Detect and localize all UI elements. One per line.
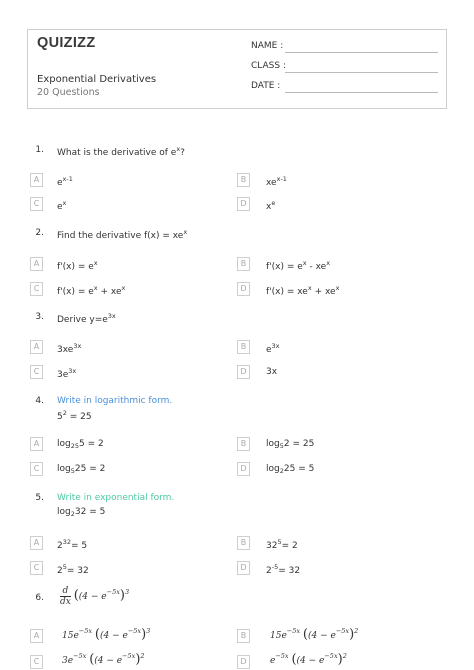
option-letter-b[interactable]: B [237,437,250,451]
option-letter-a[interactable]: A [30,629,43,643]
worksheet-title: Exponential Derivatives [37,74,157,85]
option-letter-c[interactable]: C [30,655,43,669]
question-number: 5. [35,493,44,503]
option-letter-a[interactable]: A [30,536,43,550]
option-letter-d[interactable]: D [237,365,250,379]
question-text: What is the derivative of $e^x$? [57,145,185,158]
answer-option[interactable]: $2^5= 32$ [57,563,89,576]
answer-option[interactable]: $e^x$ [57,199,67,212]
option-letter-a[interactable]: A [30,340,43,354]
option-letter-d[interactable]: D [237,462,250,476]
answer-option[interactable]: $2^{32}= 5$ [57,538,88,551]
answer-option[interactable]: $2^{-5}= 32$ [266,563,301,576]
date-field[interactable] [285,92,438,93]
answer-option[interactable]: $3e^{-5x}$ ($(4 - e^{-5x})^2$ [62,652,145,667]
answer-option[interactable]: $e^{x-1}$ [57,175,73,188]
answer-option[interactable]: $\log_{25}5 = 2$ [57,439,104,450]
class-label: CLASS : [251,61,286,71]
option-letter-c[interactable]: C [30,462,43,476]
question-count: 20 Questions [37,87,100,98]
answer-option[interactable]: $\log_52 = 25$ [266,439,315,450]
answer-option[interactable]: $f'(x) = e^x - xe^x$ [266,259,331,272]
option-letter-c[interactable]: C [30,282,43,296]
answer-option[interactable]: $3xe^{3x}$ [57,342,82,355]
answer-option[interactable]: $x^e$ [266,199,276,212]
answer-option[interactable]: $e^{-5x}$ ($(4 - e^{-5x})^2$ [270,652,347,667]
answer-option[interactable]: 3x [266,367,278,377]
date-label: DATE : [251,81,281,91]
question-number: 1. [35,145,44,155]
answer-option[interactable]: $15e^{-5x}$ ($(4 - e^{-5x})^2$ [270,627,359,642]
name-field[interactable] [285,52,438,53]
option-letter-b[interactable]: B [237,257,250,271]
answer-option[interactable]: $\log_225 = 5$ [266,464,315,475]
option-letter-c[interactable]: C [30,365,43,379]
question-text: Write in exponential form. [57,493,175,503]
question-expression: $\log_232 = 5$ [57,507,106,518]
answer-option[interactable]: $15e^{-5x}$ ($(4 - e^{-5x})^3$ [62,627,151,642]
question-expression: $5^2 = 25$ [57,409,92,422]
option-letter-b[interactable]: B [237,340,250,354]
name-label: NAME : [251,41,284,51]
answer-option[interactable]: $\log_525 = 2$ [57,464,106,475]
option-letter-c[interactable]: C [30,561,43,575]
question-expression: $\frac{d}{dx}$ ($(4 - e^{-5x})^3$ [60,586,130,607]
option-letter-d[interactable]: D [237,561,250,575]
answer-option[interactable]: $f'(x) = e^x + xe^x$ [57,284,126,297]
class-field[interactable] [285,72,438,73]
option-letter-b[interactable]: B [237,536,250,550]
option-letter-d[interactable]: D [237,655,250,669]
answer-option[interactable]: $f'(x) = e^x$ [57,259,98,272]
question-text: Write in logarithmic form. [57,396,173,406]
question-number: 2. [35,228,44,238]
question-text: Find the derivative $f(x) = xe^x$ [57,228,188,241]
question-number: 6. [35,593,44,603]
option-letter-d[interactable]: D [237,282,250,296]
option-letter-a[interactable]: A [30,437,43,451]
option-letter-d[interactable]: D [237,197,250,211]
answer-option[interactable]: $3e^{3x}$ [57,367,77,380]
option-letter-c[interactable]: C [30,197,43,211]
answer-option[interactable]: $32^5= 2$ [266,538,298,551]
question-number: 4. [35,396,44,406]
option-letter-a[interactable]: A [30,173,43,187]
question-text: Derive $y=e^{3x}$ [57,312,116,325]
answer-option[interactable]: $xe^{x-1}$ [266,175,287,188]
option-letter-a[interactable]: A [30,257,43,271]
option-letter-b[interactable]: B [237,629,250,643]
answer-option[interactable]: $f'(x) = xe^x + xe^x$ [266,284,340,297]
quizizz-logo: QUIZIZZ [37,35,96,51]
question-number: 3. [35,312,44,322]
answer-option[interactable]: $e^{3x}$ [266,342,280,355]
option-letter-b[interactable]: B [237,173,250,187]
